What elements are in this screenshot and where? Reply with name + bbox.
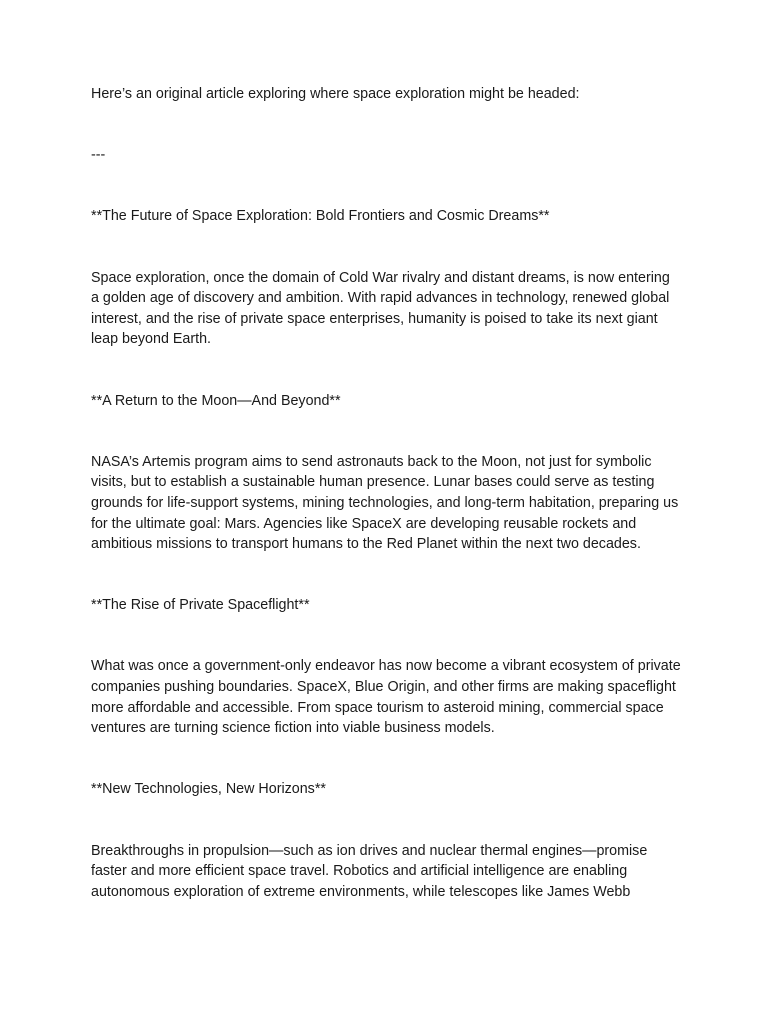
spacer xyxy=(91,555,681,596)
section-heading-private: **The Rise of Private Spaceflight** xyxy=(91,597,310,614)
spacer xyxy=(91,105,681,146)
document-page xyxy=(91,84,681,902)
spacer xyxy=(91,616,681,657)
article-title: **The Future of Space Exploration: Bold Frontiers and Cosmic Dreams** xyxy=(91,208,550,225)
section-heading-technologies: **New Technologies, New Horizons** xyxy=(91,781,326,798)
spacer xyxy=(91,411,681,452)
spacer xyxy=(91,739,681,780)
spacer xyxy=(91,800,681,841)
spacer xyxy=(91,350,681,391)
paragraph-private-spaceflight: What was once a government-only endeavor has now become a vibrant ecosystem of private companies pushing boundaries. SpaceX, Blue Origin, and other firms are making spaceflight more affordable and accessible. From space tourism to asteroid mining, commercial space ventures are turning science fiction into viable business models. xyxy=(91,658,681,737)
section-heading-moon: **A Return to the Moon—And Beyond** xyxy=(91,392,341,409)
separator-line: --- xyxy=(91,147,106,164)
spacer xyxy=(91,227,681,268)
paragraph-artemis: NASA’s Artemis program aims to send astronauts back to the Moon, not just for symbolic visits, but to establish a sustainable human presence. Lunar bases could serve as testing grounds for life-support systems, mining technologies, and long-term habitation, preparing us for the ultimate goal: Mars. Agencies like SpaceX are developing reusable rockets and ambitious missions to transport humans to the Red Planet within the next two decades. xyxy=(91,453,679,553)
spacer xyxy=(91,166,681,207)
paragraph-intro: Space exploration, once the domain of Cold War rivalry and distant dreams, is now entering a golden age of discovery and ambition. With rapid advances in technology, renewed global interest, and the rise of private space enterprises, humanity is poised to take its next giant leap beyond Earth. xyxy=(91,269,670,348)
intro-line: Here’s an original article exploring where space exploration might be headed: xyxy=(91,86,580,102)
paragraph-technologies: Breakthroughs in propulsion—such as ion drives and nuclear thermal engines—promise faster and more efficient space travel. Robotics and artificial intelligence are enabling autonomous exploration of extreme environments, while telescopes like James Webb xyxy=(91,842,648,900)
